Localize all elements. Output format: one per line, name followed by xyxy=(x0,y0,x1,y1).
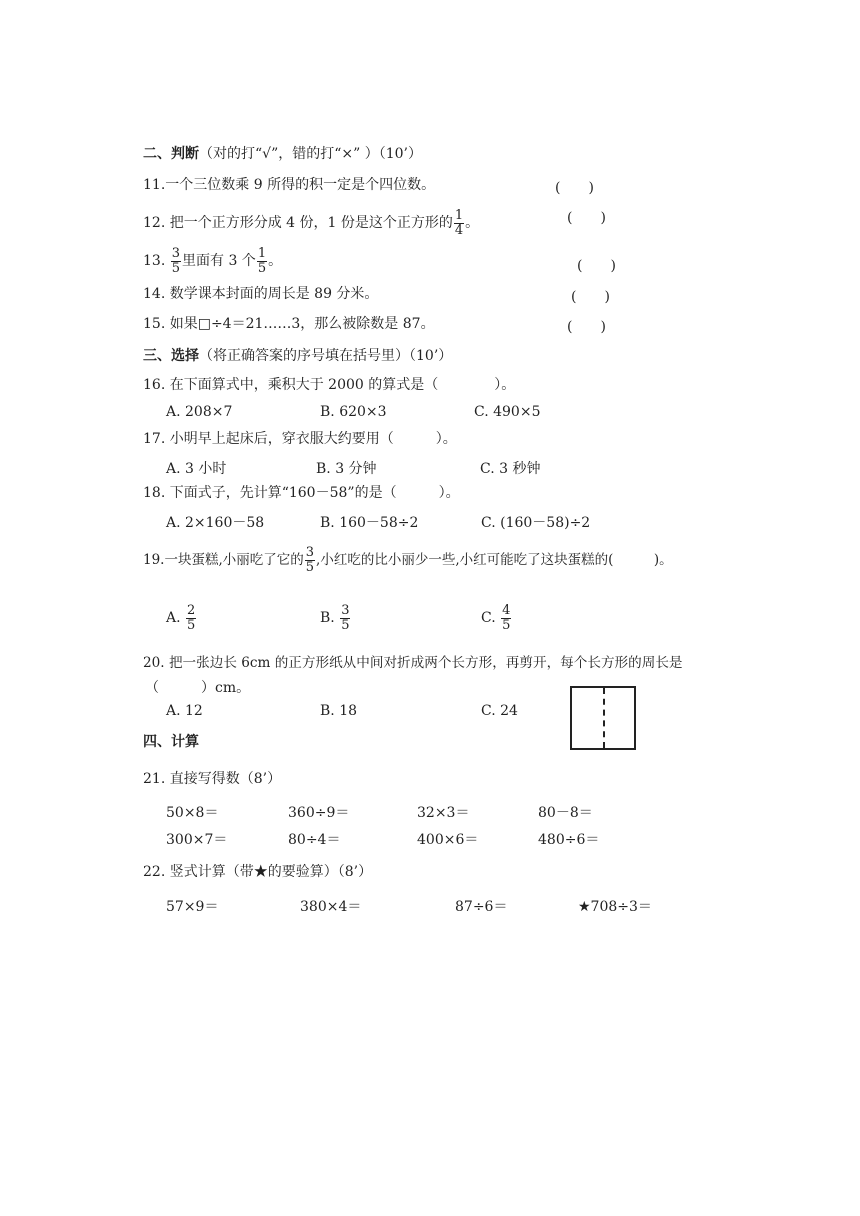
calc-item: 360÷9＝ xyxy=(288,805,350,821)
question-15: 15. 如果□÷4＝21……3，那么被除数是 87。 xyxy=(143,316,435,332)
question-20: 20. 把一张边长 6cm 的正方形纸从中间对折成两个长方形，再剪开，每个长方形的周长是 xyxy=(143,655,683,671)
question-12-text: 12. 把一个正方形分成 4 份，1 份是这个正方形的 xyxy=(143,215,453,231)
fraction-1-5: $\frac{1}{5}$ xyxy=(257,245,267,276)
section-calc-title: 四、计算 xyxy=(143,734,199,750)
option-18-a[interactable]: A. 2×160－58 xyxy=(166,515,265,531)
question-18: 18. 下面式子，先计算“160－58”的是（ ）。 xyxy=(143,485,460,501)
vertical-calc-item: 87÷6＝ xyxy=(455,899,508,915)
option-19-c[interactable]: C. $\frac{4}{5}$ xyxy=(481,602,511,633)
folded-square-diagram xyxy=(570,686,636,750)
question-22: 22. 竖式计算（带★的要验算）（8’） xyxy=(143,864,373,880)
option-16-a[interactable]: A. 208×7 xyxy=(166,404,233,420)
option-20-c[interactable]: C. 24 xyxy=(481,703,518,719)
fraction-3-5: $\frac{3}{5}$ xyxy=(171,245,180,276)
calc-item: 480÷6＝ xyxy=(538,832,600,848)
section-judge-note: （对的打“√”，错的打“×” ）（10’） xyxy=(199,146,422,162)
question-16: 16. 在下面算式中，乘积大于 2000 的算式是（ ）。 xyxy=(143,377,516,393)
option-20-b[interactable]: B. 18 xyxy=(320,703,358,719)
vertical-calc-item: 380×4＝ xyxy=(300,899,362,915)
fraction-1-4: $\frac{1}{4}$ xyxy=(454,207,464,238)
answer-paren-13[interactable]: ( ) xyxy=(577,258,616,274)
question-11: 11.一个三位数乘 9 所得的积一定是个四位数。 xyxy=(143,177,436,193)
question-20-cont: （ ）cm。 xyxy=(145,680,251,696)
question-19: 19.一块蛋糕,小丽吃了它的 $\frac{3}{5}$ ,小红吃的比小丽少一些,小红可能吃了这块蛋糕的( )。 xyxy=(143,545,673,575)
answer-paren-11[interactable]: ( ) xyxy=(555,180,594,196)
question-12: 12. 把一个正方形分成 4 份，1 份是这个正方形的 $\frac{1}{4}$ 。 xyxy=(143,207,480,238)
section-choice-note: （将正确答案的序号填在括号里）（10’） xyxy=(199,348,453,364)
question-14: 14. 数学课本封面的周长是 89 分米。 xyxy=(143,286,379,302)
answer-paren-12[interactable]: ( ) xyxy=(567,210,606,226)
section-choice-heading xyxy=(143,348,452,364)
option-16-c[interactable]: C. 490×5 xyxy=(474,404,541,420)
option-18-c[interactable]: C. (160－58)÷2 xyxy=(481,515,591,531)
option-20-a[interactable]: A. 12 xyxy=(166,703,203,719)
answer-paren-15[interactable]: ( ) xyxy=(567,319,606,335)
calc-item: 50×8＝ xyxy=(166,805,219,821)
question-13: 13. $\frac{3}{5}$ 里面有 3 个 $\frac{1}{5}$ 。 xyxy=(143,245,283,276)
answer-paren-14[interactable]: ( ) xyxy=(571,289,610,305)
question-17: 17. 小明早上起床后，穿衣服大约要用（ ）。 xyxy=(143,431,457,447)
calc-item: 80－8＝ xyxy=(538,805,593,821)
calc-item: 300×7＝ xyxy=(166,832,228,848)
option-17-b[interactable]: B. 3 分钟 xyxy=(316,461,377,477)
section-judge-title: 二、判断 xyxy=(143,146,199,162)
option-17-c[interactable]: C. 3 秒钟 xyxy=(480,461,541,477)
option-19-b[interactable]: B. $\frac{3}{5}$ xyxy=(320,602,350,633)
calc-item: 80÷4＝ xyxy=(288,832,341,848)
option-16-b[interactable]: B. 620×3 xyxy=(320,404,387,420)
fraction-3-5-q19: $\frac{3}{5}$ xyxy=(305,545,315,575)
calc-item: 32×3＝ xyxy=(417,805,470,821)
option-18-b[interactable]: B. 160－58÷2 xyxy=(320,515,419,531)
vertical-calc-item: ★708÷3＝ xyxy=(578,899,652,915)
calc-item: 400×6＝ xyxy=(417,832,479,848)
question-21: 21. 直接写得数（8’） xyxy=(143,771,282,787)
option-17-a[interactable]: A. 3 小时 xyxy=(166,461,227,477)
section-judge-heading xyxy=(143,146,422,162)
vertical-calc-item: 57×9＝ xyxy=(166,899,219,915)
section-choice-title: 三、选择 xyxy=(143,348,199,364)
option-19-a[interactable]: A. $\frac{2}{5}$ xyxy=(166,602,196,633)
fold-dashed-line xyxy=(603,688,605,748)
